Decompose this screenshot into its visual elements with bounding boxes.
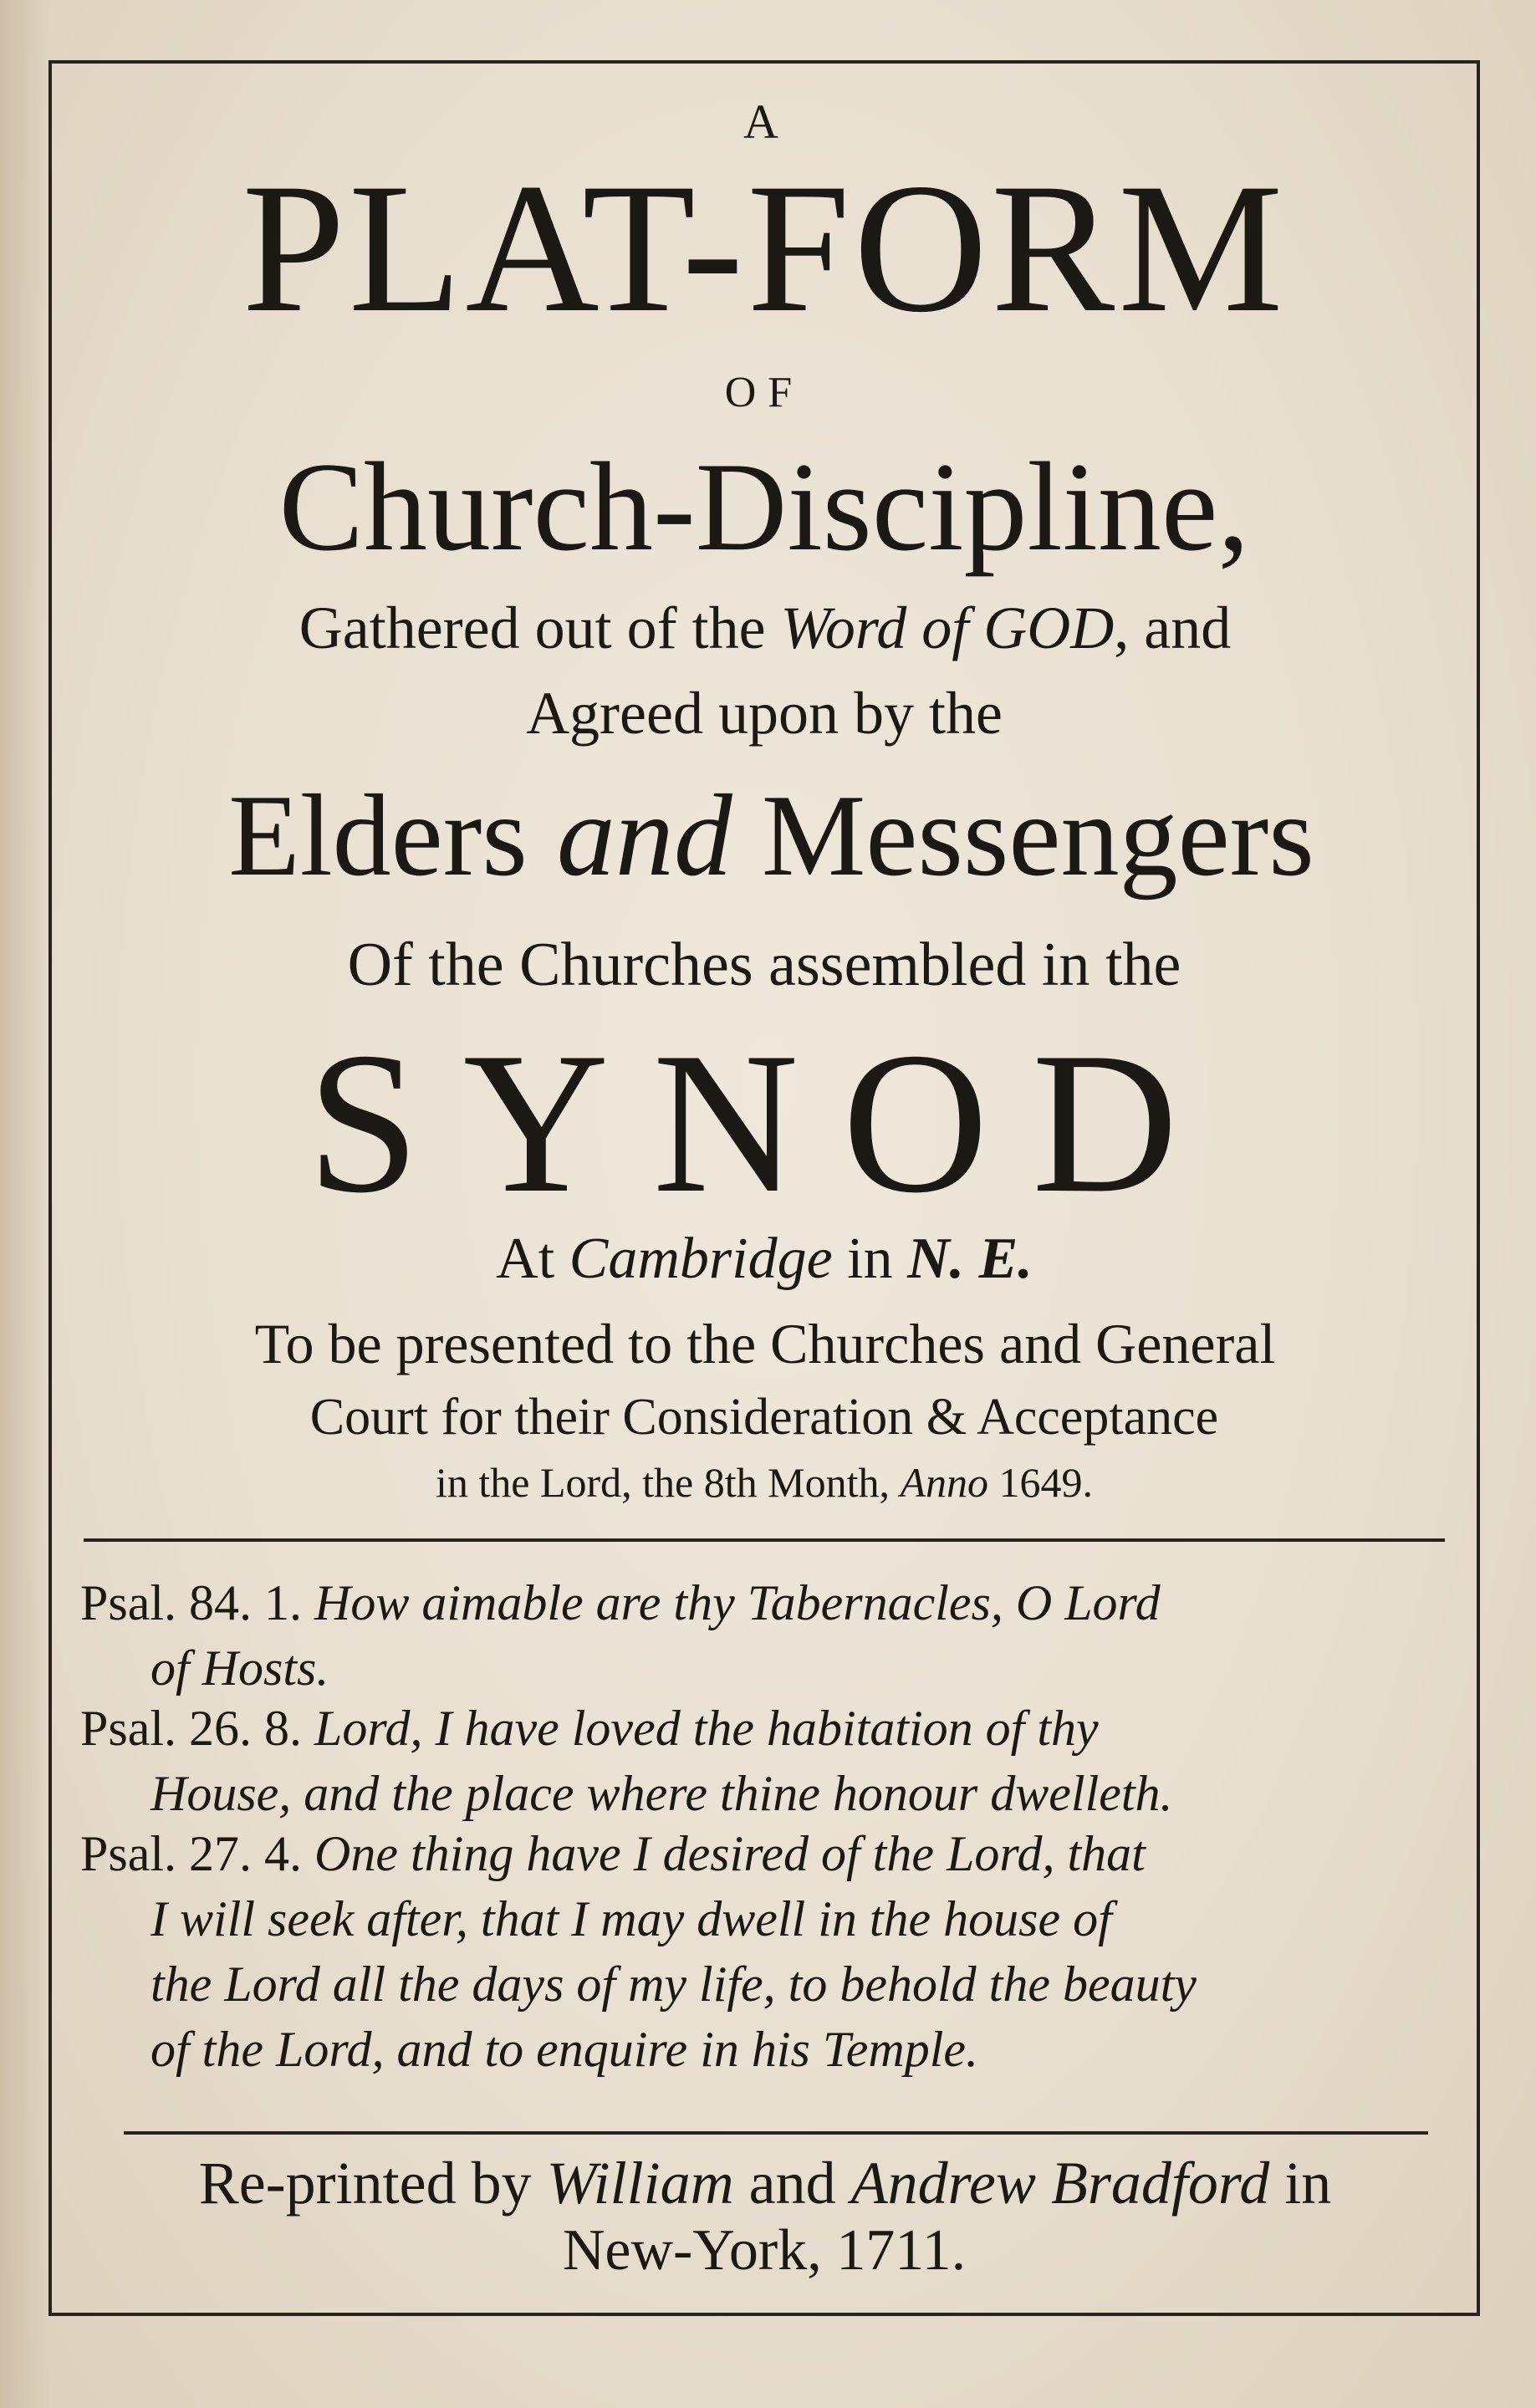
subtitle-location-cambridge: Cambridge (569, 1227, 833, 1291)
imprint-text-a: Re-printed by (198, 2150, 547, 2217)
title-elders-b: Messengers (732, 771, 1314, 900)
subtitle-location-a: At (496, 1227, 569, 1291)
subtitle-presented (75, 1311, 1455, 1377)
subtitle-date-anno: Anno (900, 1459, 989, 1506)
subtitle-agreed (48, 679, 1480, 748)
subtitle-gathered (75, 594, 1455, 663)
title-article (48, 94, 1480, 150)
psalm-reference: Psal. 27. 4. (80, 1826, 303, 1881)
subtitle-location (48, 1226, 1480, 1293)
imprint-year: 1711. (836, 2218, 967, 2283)
imprint-text-c: in (1269, 2150, 1332, 2217)
imprint-printers (75, 2149, 1455, 2218)
divider-rule-top (84, 1538, 1445, 1542)
psalm-reference: Psal. 26. 8. (80, 1701, 303, 1756)
title-main (48, 145, 1480, 351)
psalm-quote (80, 1696, 1460, 1826)
title-elders-and: and (556, 771, 732, 900)
psalm-text-line: the Lord all the days of my life, to behold the beauty (151, 1956, 1197, 2012)
title-article-text: A (743, 94, 785, 149)
subtitle-gathered-word: Word of GOD (780, 594, 1115, 661)
page-edge-shadow (0, 0, 50, 2408)
psalm-text-line: One thing have I desired of the Lord, that (314, 1826, 1146, 1881)
psalm-text-line: I will seek after, that I may dwell in the house of (151, 1891, 1112, 1946)
imprint-place: New-York, (562, 2218, 837, 2283)
title-of-text: OF (724, 369, 804, 416)
subtitle-date-b: 1649. (988, 1459, 1094, 1506)
imprint-printer-andrew: Andrew Bradford (850, 2150, 1270, 2217)
subtitle-court-text: Court for their Consideration & Acceptance (309, 1389, 1219, 1446)
title-elders-a: Elders (228, 771, 557, 900)
subtitle-gathered-a: Gathered out of the (299, 594, 781, 661)
subtitle-agreed-text: Agreed upon by the (526, 680, 1003, 747)
imprint-text-b: and (733, 2150, 851, 2217)
subtitle-date (48, 1458, 1480, 1507)
title-main-text: PLAT-FORM (242, 145, 1287, 351)
psalm-text-line: House, and the place where thine honour dwelleth. (151, 1766, 1173, 1821)
psalm-quote (80, 1570, 1460, 1701)
subtitle-location-b: in (832, 1227, 908, 1291)
subtitle-presented-text: To be presented to the Churches and General (254, 1312, 1276, 1375)
title-subject (48, 436, 1480, 577)
psalm-text-line: Lord, I have loved the habitation of thy (314, 1701, 1099, 1756)
subtitle-gathered-b: , and (1114, 594, 1232, 661)
psalm-text-line: of the Lord, and to enquire in his Temple. (151, 2022, 978, 2077)
subtitle-churches (48, 930, 1480, 1001)
divider-rule-bottom (124, 2131, 1428, 2135)
imprint-printer-william: William (546, 2150, 734, 2217)
psalm-text-line: How aimable are thy Tabernacles, O Lord (314, 1575, 1161, 1630)
title-synod-text: SYNOD (307, 1011, 1222, 1235)
imprint-place-date (48, 2217, 1480, 2284)
subtitle-location-ne: N. E. (907, 1227, 1033, 1291)
title-subject-text: Church-Discipline, (278, 436, 1250, 577)
subtitle-churches-text: Of the Churches assembled in the (347, 931, 1181, 999)
psalm-quote (80, 1821, 1460, 2082)
subtitle-court (48, 1388, 1480, 1447)
title-elders (75, 771, 1467, 900)
title-of (48, 368, 1480, 417)
psalm-reference: Psal. 84. 1. (80, 1575, 303, 1630)
subtitle-date-a: in the Lord, the 8th Month, (435, 1459, 901, 1506)
psalm-text-line: of Hosts. (151, 1640, 329, 1696)
title-synod (48, 1011, 1480, 1235)
